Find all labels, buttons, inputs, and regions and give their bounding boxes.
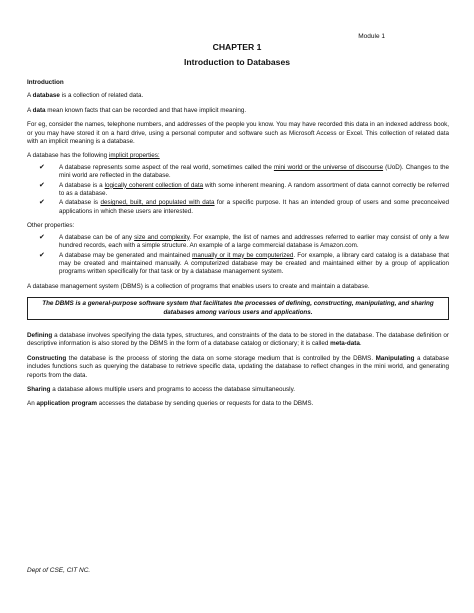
application-paragraph: An application program accesses the database by sending queries or requests for data to the DBMS. xyxy=(27,400,314,408)
other-lead: Other properties: xyxy=(27,222,75,230)
page-footer: Dept of CSE, CIT NC. xyxy=(27,567,91,574)
module-label: Module 1 xyxy=(358,33,385,40)
check-icon: ✔ xyxy=(39,199,45,207)
section-heading: Introduction xyxy=(27,79,64,86)
list-item: ✔ A database represents some aspect of the real world, sometimes called the mini world or the universe of discourse (UoD). Changes to the mini world are reflected in the database. xyxy=(39,163,449,180)
page-title: Introduction to Databases xyxy=(184,57,290,67)
implicit-properties-list xyxy=(27,164,449,216)
check-icon: ✔ xyxy=(39,233,45,241)
list-item: ✔ A database can be of any size and complexity. For example, the list of names and addresses referred to earlier may consist of only a few hundred records, each with a simple structure. An example of a large commercial database is Amazon.com. xyxy=(39,233,450,250)
document-body xyxy=(27,79,449,415)
other-properties-list xyxy=(27,234,449,277)
implicit-lead: A database has the following implicit properties: xyxy=(27,152,160,160)
constructing-paragraph: Constructing the database is the process of storing the data on some storage medium that is controlled by the DBMS. Manipulating a database includes functions such as querying the database to retrieve specific data, updating the database to reflect changes in the mini world, and generating reports from the data. xyxy=(27,354,449,379)
list-item: ✔ A database may be generated and maintained manually or it may be computerized. For example, a library card catalog is a database that may be created and maintained manually. A computerized database may be created and maintained either by a group of application programs written specifically for that task or by a database management system. xyxy=(39,251,449,276)
term-data: data xyxy=(32,106,46,114)
list-item: ✔ A database is a logically coherent collection of data with some inherent meaning. A random assortment of data cannot correctly be referred to as a database. xyxy=(39,181,449,198)
term-database: database xyxy=(32,92,60,100)
example-paragraph: For eg, consider the names, telephone numbers, and addresses of the people you know. You may have recorded this data in an indexed address book, or you may have stored it on a hard drive, using a personal computer and software such as Microsoft Access or Excel. This collection of related data with an implicit meaning is a database. xyxy=(27,121,449,146)
defining-paragraph: Defining a database involves specifying the data types, structures, and constraints of the data to be stored in the database. The database definition or descriptive information is also stored by the DBMS in the form of a database catalog or dictionary; it is called meta-data. xyxy=(27,331,449,348)
sharing-paragraph: Sharing a database allows multiple users and programs to access the database simultaneously. xyxy=(27,385,295,393)
check-icon: ✔ xyxy=(39,163,45,171)
check-icon: ✔ xyxy=(39,251,45,259)
def-data: A data mean known facts that can be recorded and that have implicit meaning. xyxy=(27,106,247,114)
check-icon: ✔ xyxy=(39,181,45,189)
dbms-definition: A database management system (DBMS) is a collection of programs that enables users to create and maintain a database. xyxy=(27,282,370,290)
list-item: ✔ A database is designed, built, and populated with data for a specific purpose. It has an intended group of users and some preconceived applications in which these users are interested. xyxy=(39,199,450,215)
chapter-heading: CHAPTER 1 xyxy=(212,42,262,52)
def-database: A database is a collection of related data. xyxy=(27,92,144,100)
dbms-callout-box: The DBMS is a general-purpose software system that facilitates the processes of defining, constructing, manipulating, and sharing databases among various users and applications. xyxy=(27,297,449,320)
